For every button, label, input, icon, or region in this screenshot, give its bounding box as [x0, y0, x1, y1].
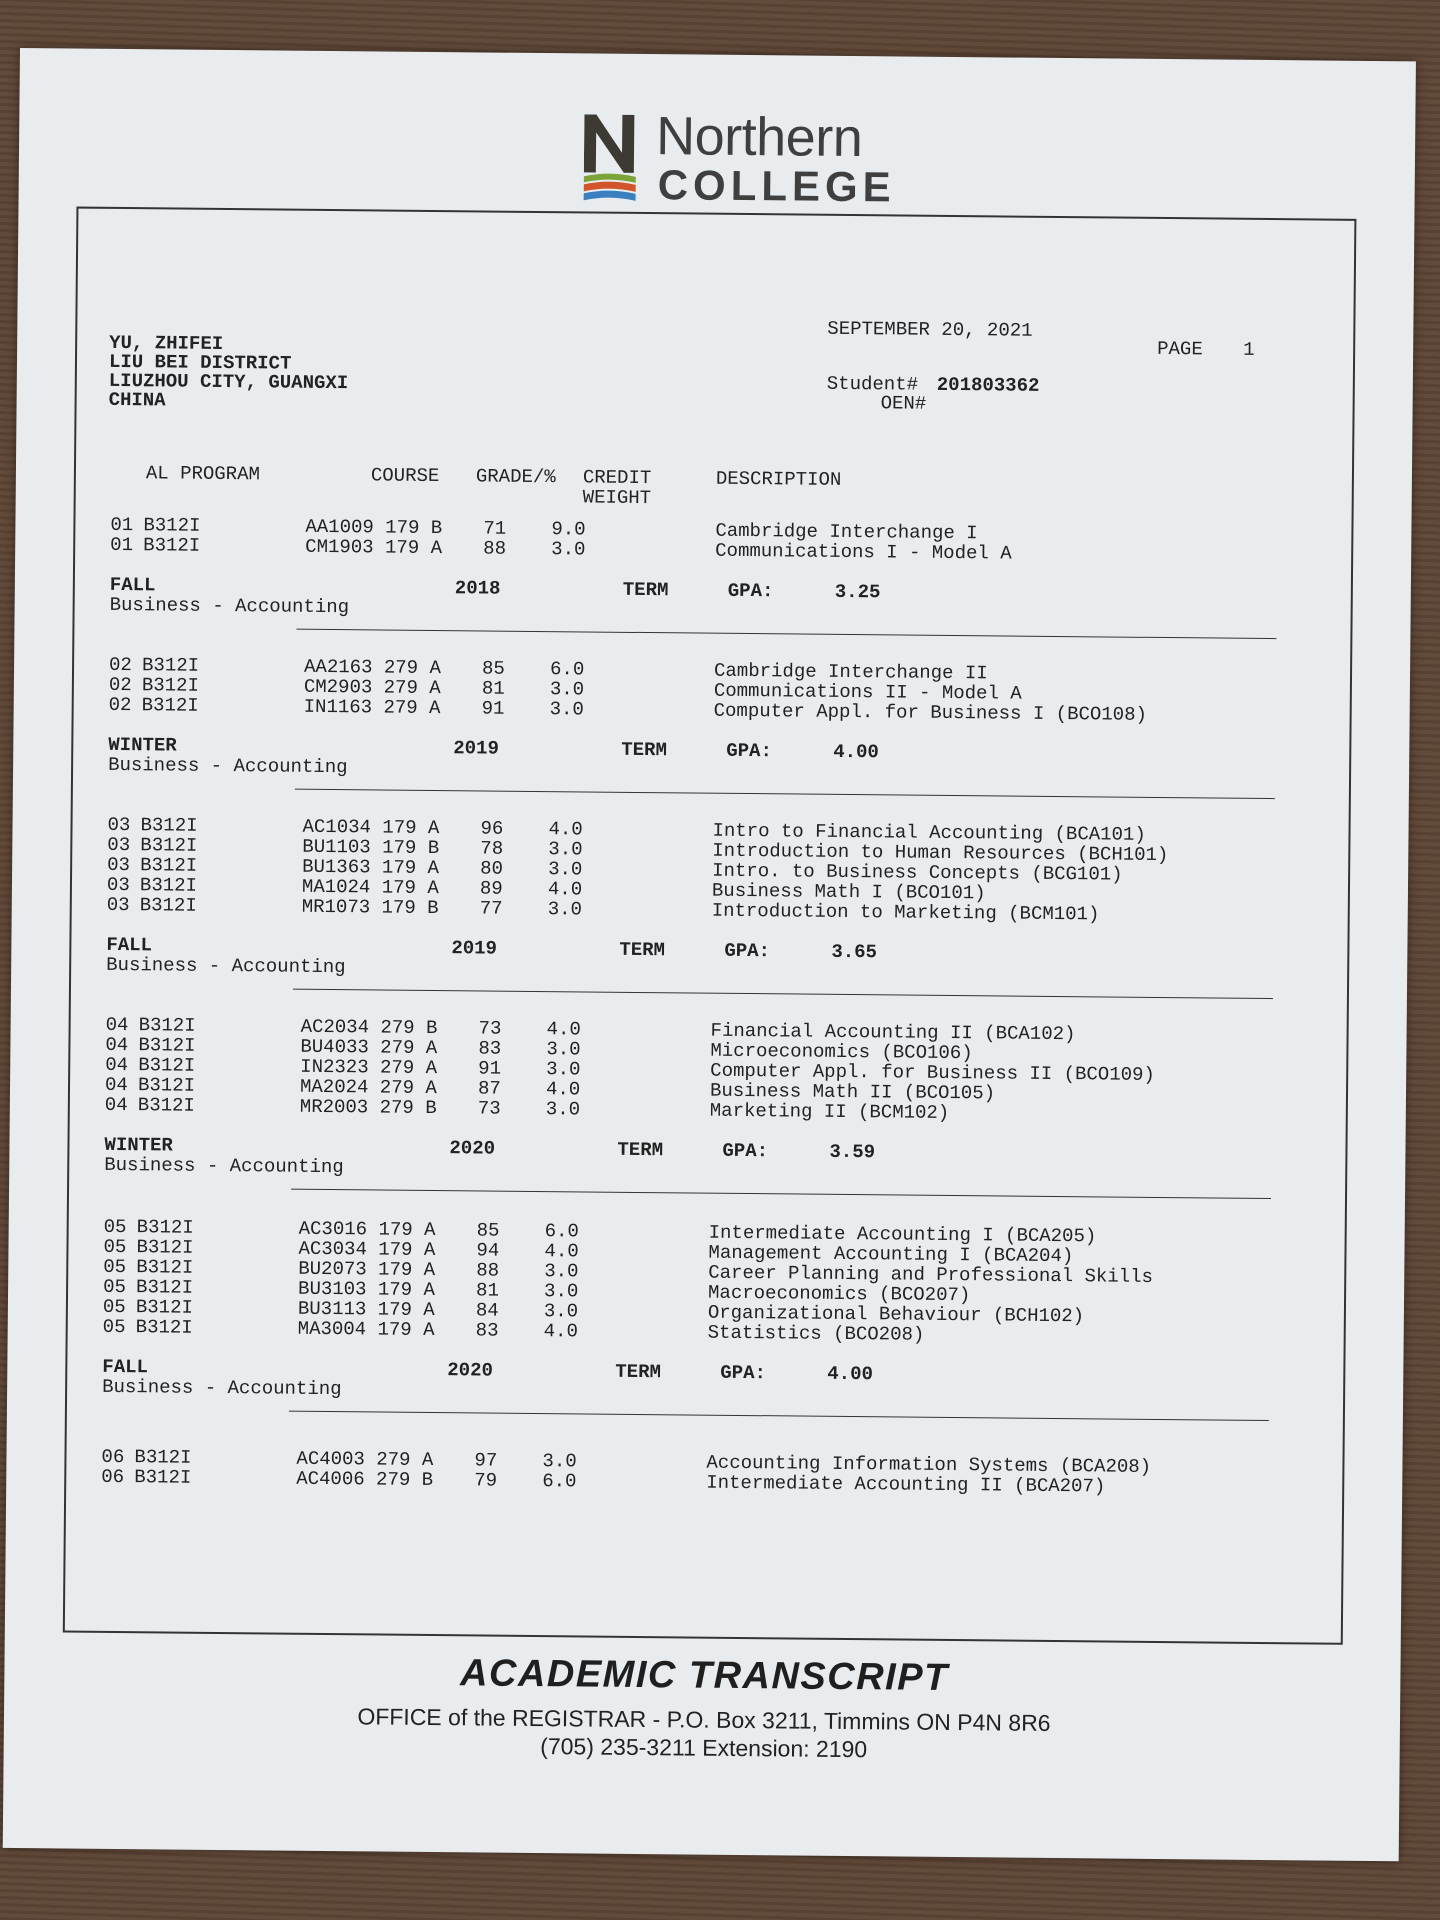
course-row-program: B312I: [136, 1256, 194, 1279]
student-number-label: Student#: [826, 372, 919, 396]
course-row-code: CM1903 179 A: [305, 535, 443, 560]
course-row-grade-percent: 71: [483, 517, 507, 540]
course-row-code: BU3113 179 A: [297, 1297, 435, 1322]
course-row-level: 04: [105, 1013, 129, 1037]
term-program: Business - Accounting: [104, 1153, 344, 1179]
term-label: TERM: [617, 1138, 664, 1162]
course-row-credit: 4.0: [547, 878, 583, 901]
term-program: Business - Accounting: [106, 953, 346, 979]
course-row-program: B312I: [134, 1446, 192, 1469]
term-year: 2019: [453, 737, 500, 760]
course-row-grade-percent: 91: [478, 1057, 502, 1080]
term-year: 2020: [449, 1137, 496, 1160]
term-label: TERM: [619, 938, 666, 962]
course-row-program: B312I: [134, 1466, 192, 1489]
page-label: PAGE: [1157, 337, 1203, 361]
course-row-code: AA2163 279 A: [303, 655, 442, 680]
gpa-label: GPA:: [724, 939, 771, 963]
term-year: 2020: [447, 1359, 494, 1382]
course-row-description: Microeconomics (BCO106): [710, 1039, 973, 1065]
course-row-description: Business Math I (BCO101): [711, 879, 986, 905]
course-row-description: Communications I - Model A: [715, 539, 1012, 565]
logo-text-northern: Northern: [655, 106, 863, 169]
course-row-program: B312I: [140, 814, 198, 837]
course-row-level: 04: [105, 1033, 129, 1057]
course-row-grade-percent: 77: [479, 897, 503, 920]
course-row-credit: 4.0: [544, 1240, 579, 1263]
column-header-course: COURSE: [370, 464, 440, 488]
course-row-grade-percent: 79: [474, 1469, 498, 1492]
course-row-description: Statistics (BCO208): [707, 1321, 925, 1346]
column-header-description: DESCRIPTION: [715, 467, 842, 491]
course-row-code: CM2903 279 A: [303, 675, 441, 700]
course-row-code: AC1034 179 A: [302, 815, 440, 840]
course-row-grade-percent: 96: [480, 817, 504, 840]
term-label: TERM: [621, 738, 668, 762]
course-row-grade-percent: 88: [476, 1259, 500, 1282]
term-gpa: 4.00: [827, 1362, 874, 1386]
course-row-description: Computer Appl. for Business II (BCO109): [710, 1059, 1155, 1086]
course-row-code: MA3004 179 A: [297, 1317, 435, 1342]
gpa-label: GPA:: [726, 739, 772, 763]
address-line-2: LIUZHOU CITY, GUANGXI: [108, 369, 349, 395]
course-row-level: 05: [103, 1235, 127, 1259]
course-row-level: 05: [103, 1215, 127, 1239]
course-row-credit: 4.0: [548, 818, 583, 841]
course-row-credit: 4.0: [545, 1078, 581, 1101]
course-row-grade-percent: 80: [480, 857, 504, 880]
course-row-code: AC3034 179 A: [298, 1237, 436, 1262]
course-row-level: 02: [108, 693, 132, 717]
course-row-credit: 3.0: [544, 1260, 579, 1283]
course-row-code: MA1024 179 A: [301, 875, 439, 900]
course-row-program: B312I: [141, 674, 200, 697]
course-row-code: AC4006 279 B: [296, 1467, 434, 1492]
course-row-grade-percent: 84: [475, 1299, 499, 1322]
course-row-description: Accounting Information Systems (BCA208): [706, 1451, 1152, 1478]
course-row-grade-percent: 88: [483, 537, 507, 560]
course-row-credit: 9.0: [551, 518, 586, 541]
course-row-description: Computer Appl. for Business I (BCO108): [713, 699, 1148, 726]
course-row-description: Organizational Behaviour (BCH102): [707, 1301, 1085, 1328]
course-row-level: 02: [108, 673, 132, 697]
course-row-grade-percent: 73: [477, 1097, 501, 1120]
course-row-description: Cambridge Interchange I: [715, 519, 978, 545]
course-row-program: B312I: [140, 854, 198, 877]
course-row-code: MR2003 279 B: [299, 1095, 437, 1120]
course-row-credit: 4.0: [546, 1018, 581, 1041]
gpa-label: GPA:: [722, 1139, 769, 1163]
term-gpa: 3.59: [829, 1140, 876, 1164]
course-row-credit: 3.0: [543, 1300, 579, 1323]
course-row-description: Intro to Financial Accounting (BCA101): [712, 819, 1146, 846]
student-name: YU, ZHIFEI: [109, 331, 224, 355]
course-row-program: B312I: [136, 1276, 194, 1299]
course-row-program: B312I: [139, 894, 197, 917]
course-row-code: BU4033 279 A: [300, 1035, 438, 1060]
course-row-description: Intermediate Accounting I (BCA205): [708, 1221, 1097, 1248]
course-row-level: 02: [108, 653, 132, 677]
transcript-frame: [63, 207, 1357, 1645]
course-row-code: BU3103 179 A: [297, 1277, 436, 1302]
course-row-code: BU1363 179 A: [302, 855, 440, 880]
course-row-grade-percent: 83: [478, 1037, 502, 1060]
course-row-code: MA2024 279 A: [299, 1075, 437, 1100]
course-row-program: B312I: [138, 1054, 196, 1077]
course-row-description: Macroeconomics (BCO207): [707, 1281, 971, 1307]
course-row-description: Career Planning and Professional Skills: [708, 1261, 1154, 1288]
northern-college-logo: [583, 106, 944, 213]
course-row-level: 06: [101, 1465, 125, 1489]
course-row-program: B312I: [138, 1014, 196, 1037]
course-row-grade-percent: 94: [476, 1239, 500, 1262]
term-season: FALL: [102, 1355, 149, 1379]
course-row-description: Business Math II (BCO105): [709, 1079, 996, 1105]
gpa-label: GPA:: [727, 579, 774, 603]
course-row-grade-percent: 97: [474, 1449, 498, 1472]
course-row-level: 03: [107, 833, 131, 857]
course-row-description: Marketing II (BCM102): [709, 1099, 950, 1124]
course-row-grade-percent: 73: [478, 1017, 502, 1040]
course-row-program: B312I: [136, 1236, 194, 1259]
term-gpa: 3.65: [831, 940, 878, 964]
course-row-code: BU1103 179 B: [302, 835, 440, 860]
logo-text-college: COLLEGE: [657, 161, 896, 211]
course-row-grade-percent: 85: [476, 1219, 500, 1242]
course-row-code: IN2323 279 A: [300, 1055, 438, 1080]
course-row-grade-percent: 89: [479, 877, 503, 900]
course-row-level: 01: [110, 533, 134, 557]
course-row-grade-percent: 87: [477, 1077, 501, 1100]
term-season: WINTER: [108, 733, 177, 757]
course-row-program: B312I: [138, 1034, 196, 1057]
term-season: FALL: [109, 573, 156, 597]
course-row-credit: 3.0: [545, 1098, 581, 1121]
course-row-level: 04: [104, 1073, 128, 1097]
term-season: WINTER: [104, 1133, 173, 1157]
course-row-credit: 6.0: [544, 1220, 579, 1243]
course-row-level: 05: [103, 1255, 127, 1279]
column-header-al-program: AL PROGRAM: [145, 462, 261, 486]
term-label: TERM: [615, 1360, 662, 1384]
term-gpa: 3.25: [834, 580, 881, 604]
column-header-weight: WEIGHT: [582, 486, 652, 510]
course-row-description: Financial Accounting II (BCA102): [710, 1019, 1076, 1046]
course-row-program: B312I: [143, 514, 201, 537]
address-line-1: LIU BEI DISTRICT: [108, 350, 292, 375]
term-year: 2018: [454, 577, 501, 600]
course-row-code: AC4003 279 A: [296, 1447, 434, 1472]
course-row-grade-percent: 78: [480, 837, 504, 860]
term-program: Business - Accounting: [109, 593, 350, 619]
course-row-grade-percent: 81: [475, 1279, 500, 1302]
course-row-credit: 3.0: [551, 538, 586, 561]
registrar-phone: (705) 235-3211 Extension: 2190: [540, 1733, 868, 1763]
course-row-credit: 3.0: [549, 678, 585, 701]
course-row-level: 05: [102, 1315, 126, 1339]
transcript-date: SEPTEMBER 20, 2021: [827, 317, 1033, 342]
course-row-description: Introduction to Human Resources (BCH101): [712, 839, 1169, 867]
college-logo-icon: [584, 114, 639, 205]
page-number: 1: [1243, 338, 1255, 361]
course-row-level: 05: [102, 1295, 126, 1319]
course-row-code: MR1073 179 B: [301, 895, 439, 920]
course-row-program: B312I: [139, 874, 198, 897]
course-row-code: AA1009 179 B: [305, 515, 443, 540]
course-row-code: AC3016 179 A: [298, 1217, 436, 1242]
course-row-code: BU2073 179 A: [298, 1257, 436, 1282]
course-row-credit: 3.0: [547, 898, 583, 921]
course-row-description: Management Accounting I (BCA204): [708, 1241, 1074, 1268]
address-line-3: CHINA: [108, 388, 166, 412]
course-row-level: 03: [107, 813, 131, 837]
course-row-level: 06: [101, 1445, 125, 1469]
course-row-description: Intermediate Accounting II (BCA207): [706, 1471, 1106, 1498]
course-row-program: B312I: [141, 654, 200, 677]
document-title: ACADEMIC TRANSCRIPT: [459, 1652, 949, 1699]
course-row-level: 03: [106, 893, 130, 917]
course-row-credit: 3.0: [548, 838, 583, 861]
course-row-grade-percent: 81: [481, 677, 505, 700]
registrar-address: OFFICE of the REGISTRAR - P.O. Box 3211, Timmins ON P4N 8R6: [357, 1703, 1051, 1736]
course-row-credit: 3.0: [549, 698, 585, 721]
term-gpa: 4.00: [833, 740, 879, 764]
course-row-program: B312I: [135, 1296, 194, 1319]
course-row-program: B312I: [141, 694, 199, 717]
course-row-program: B312I: [140, 834, 198, 857]
oen-label: OEN#: [880, 392, 927, 415]
term-label: TERM: [622, 578, 669, 602]
term-season: FALL: [106, 933, 153, 957]
course-row-grade-percent: 91: [481, 697, 505, 720]
term-program: Business - Accounting: [108, 753, 348, 779]
course-row-description: Communications II - Model A: [713, 679, 1022, 705]
term-year: 2019: [451, 937, 498, 960]
course-row-grade-percent: 83: [475, 1319, 499, 1342]
course-row-level: 04: [105, 1053, 129, 1077]
course-row-description: Introduction to Marketing (BCM101): [711, 899, 1100, 926]
course-row-description: Intro. to Business Concepts (BCG101): [712, 859, 1123, 886]
course-row-program: B312I: [135, 1316, 193, 1339]
course-row-credit: 6.0: [549, 658, 585, 681]
course-row-level: 03: [107, 853, 131, 877]
term-program: Business - Accounting: [102, 1375, 342, 1401]
course-row-program: B312I: [143, 534, 201, 557]
course-row-credit: 3.0: [542, 1450, 577, 1473]
student-number: 201803362: [936, 373, 1040, 397]
column-header-credit: CREDIT: [582, 466, 652, 490]
course-row-code: IN1163 279 A: [303, 695, 441, 720]
course-row-program: B312I: [137, 1094, 195, 1117]
course-row-credit: 3.0: [546, 1038, 581, 1061]
course-row-credit: 4.0: [543, 1320, 579, 1343]
gpa-label: GPA:: [720, 1361, 767, 1385]
course-row-description: Cambridge Interchange II: [713, 659, 988, 685]
course-row-code: AC2034 279 B: [300, 1015, 438, 1040]
course-row-level: 03: [106, 873, 130, 897]
course-row-program: B312I: [136, 1216, 194, 1239]
course-row-level: 04: [104, 1093, 128, 1117]
transcript-paper: [3, 48, 1416, 1861]
column-header-grade: GRADE/%: [475, 465, 556, 489]
course-row-credit: 6.0: [542, 1470, 577, 1493]
course-row-level: 05: [103, 1275, 127, 1299]
course-row-credit: 3.0: [546, 1058, 581, 1081]
course-row-credit: 3.0: [548, 858, 583, 881]
course-row-program: B312I: [137, 1074, 196, 1097]
course-row-credit: 3.0: [543, 1280, 579, 1303]
course-row-level: 01: [110, 513, 134, 537]
course-row-grade-percent: 85: [481, 657, 505, 680]
